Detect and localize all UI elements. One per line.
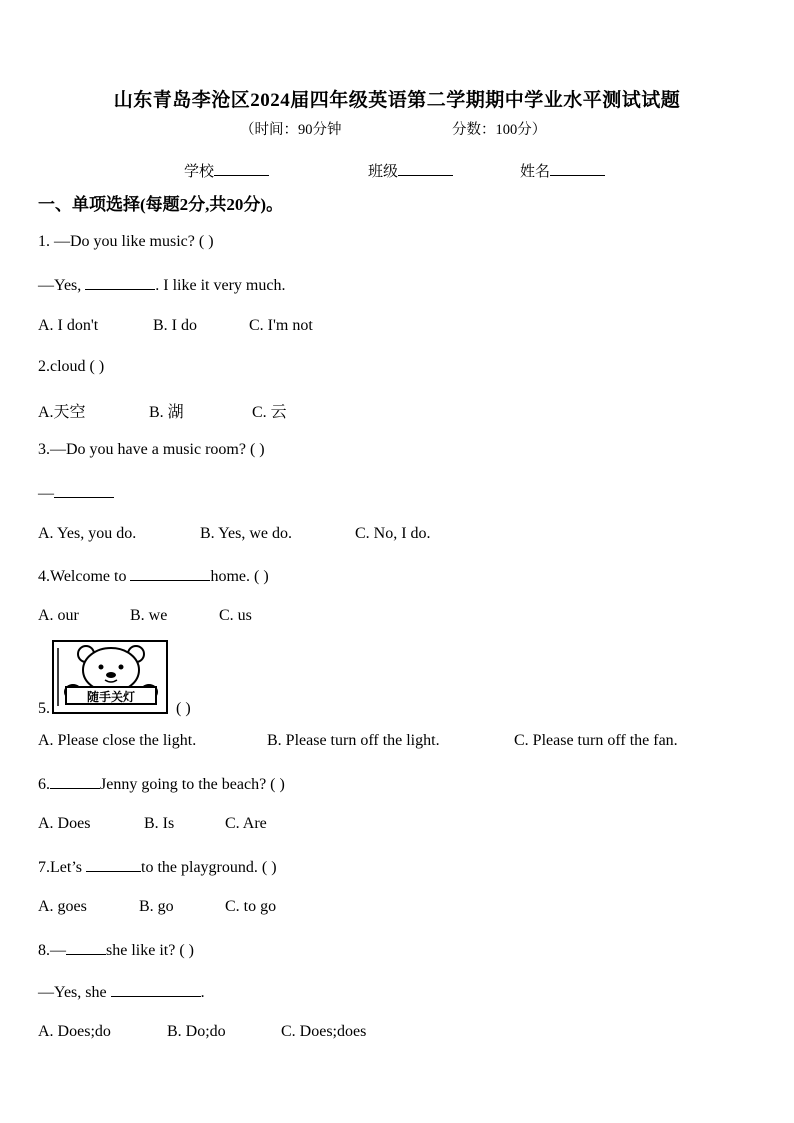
q5-option-b: B. Please turn off the light.	[267, 732, 440, 749]
question-5-number: 5.	[38, 700, 50, 717]
section-title: 一、单项选择(每题2分,共20分)。	[38, 195, 284, 214]
q7-option-c: C. to go	[225, 898, 277, 915]
q3-option-b: B. Yes, we do.	[200, 525, 293, 542]
question-8: 8.— she like it? ( )	[38, 942, 194, 959]
name-field	[520, 160, 605, 181]
q2-option-b: B. 湖	[149, 404, 184, 421]
q6-option-c: C. Are	[225, 815, 267, 832]
q6-option-a: A. Does	[38, 815, 91, 832]
question-7: 7.Let’s to the playground. ( )	[38, 859, 277, 876]
class-label: 班级	[368, 164, 399, 180]
q4-option-c: C. us	[219, 607, 252, 624]
q2-option-c: C. 云	[252, 404, 287, 421]
name-label: 姓名	[520, 164, 551, 180]
q1-option-c: C. I'm not	[249, 317, 313, 334]
q8-option-a: A. Does;do	[38, 1023, 111, 1040]
q4-option-a: A. our	[38, 607, 79, 624]
q7-option-b: B. go	[139, 898, 174, 915]
bear-sign-image	[52, 640, 168, 719]
q7-option-a: A. goes	[38, 898, 87, 915]
q5-option-c: C. Please turn off the fan.	[514, 732, 678, 749]
question-3-answer-line: —	[38, 483, 114, 503]
q8-option-c: C. Does;does	[281, 1023, 367, 1040]
question-6: 6. Jenny going to the beach? ( )	[38, 776, 285, 793]
question-4: 4.Welcome to home. ( )	[38, 568, 269, 585]
question-1-answer-line: —Yes, . I like it very much.	[38, 277, 286, 294]
question-1: 1. —Do you like music? ( )	[38, 233, 214, 250]
exam-time: （时间：90分钟	[240, 122, 342, 138]
page-title: 山东青岛李沧区2024届四年级英语第二学期期中学业水平测试试题	[113, 90, 681, 111]
q5-option-a: A. Please close the light.	[38, 732, 197, 749]
school-field	[184, 160, 269, 181]
class-field	[368, 160, 453, 181]
q2-option-a: A.天空	[38, 404, 86, 421]
question-8-answer-line: —Yes, she .	[38, 984, 205, 1001]
question-3: 3.—Do you have a music room? ( )	[38, 441, 265, 458]
school-label: 学校	[184, 164, 215, 180]
q3-option-c: C. No, I do.	[355, 525, 431, 542]
q6-option-b: B. Is	[144, 815, 175, 832]
q8-option-b: B. Do;do	[167, 1023, 226, 1040]
question-5-paren: ( )	[176, 700, 191, 717]
exam-score: 分数：100分）	[452, 122, 547, 138]
question-2: 2.cloud ( )	[38, 358, 105, 375]
q4-option-b: B. we	[130, 607, 168, 624]
q3-option-a: A. Yes, you do.	[38, 525, 137, 542]
q1-option-a: A. I don't	[38, 317, 99, 334]
q1-option-b: B. I do	[153, 317, 197, 334]
sign-text: 随手关灯	[86, 690, 136, 704]
